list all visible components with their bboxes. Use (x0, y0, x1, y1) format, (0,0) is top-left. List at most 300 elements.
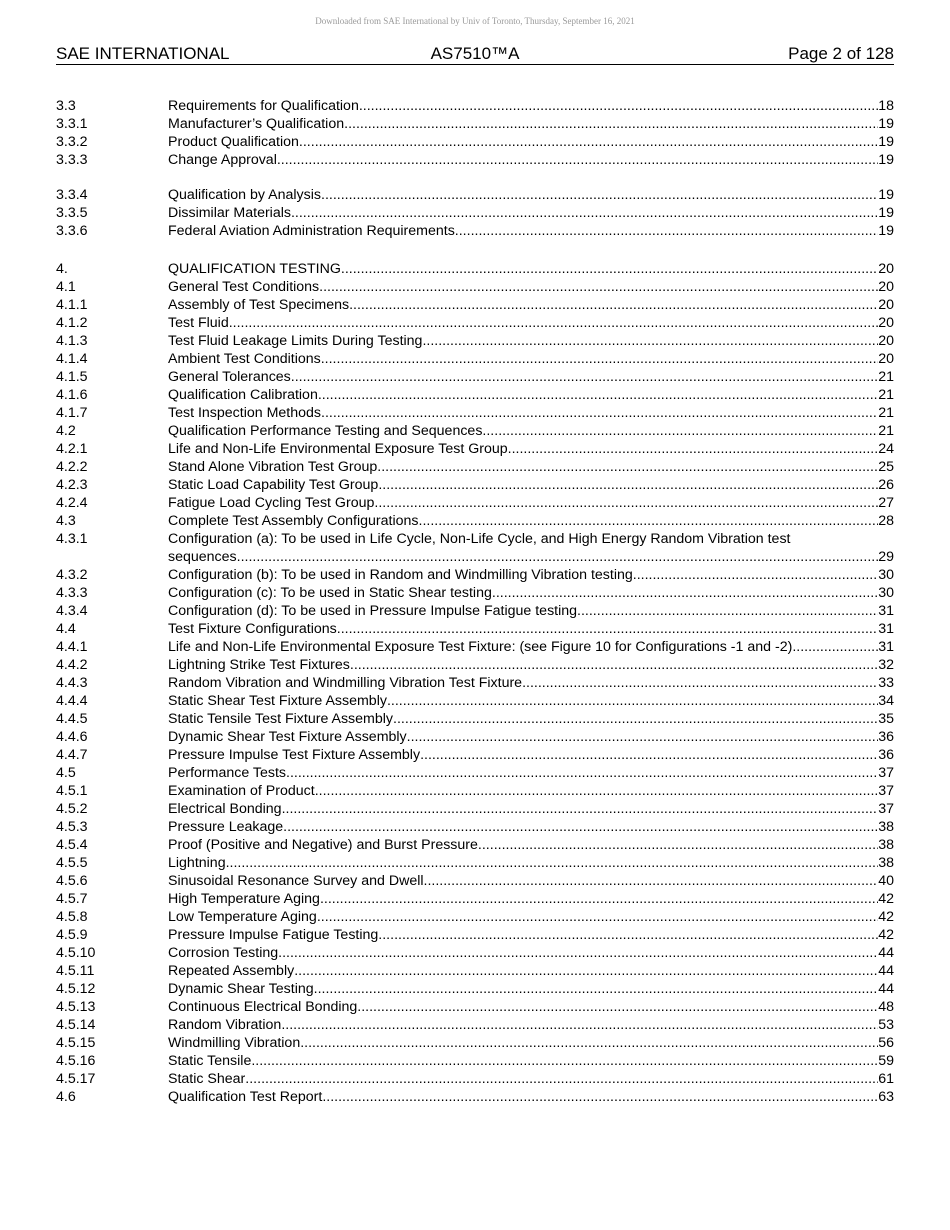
toc-entry[interactable] (56, 422, 894, 440)
toc-entry-title: Static Load Capability Test Group (168, 477, 379, 493)
toc-entry[interactable] (56, 332, 894, 350)
toc-entry[interactable] (56, 296, 894, 314)
toc-entry-number: 4.5.5 (56, 855, 88, 871)
toc-entry-number: 4.2 (56, 423, 76, 439)
toc-entry-title-line (168, 296, 894, 314)
toc-dot-leader (294, 962, 878, 980)
toc-dot-leader (321, 404, 878, 422)
table-of-contents (56, 97, 894, 1106)
toc-entry-title-line (168, 97, 894, 115)
toc-entry-title: Qualification Calibration (168, 387, 318, 403)
toc-entry-number: 4.4.1 (56, 639, 88, 655)
toc-entry[interactable] (56, 674, 894, 692)
toc-entry-number: 4.2.4 (56, 495, 88, 511)
toc-dot-leader (282, 800, 879, 818)
toc-entry-number: 3.3.3 (56, 152, 88, 168)
toc-dot-leader (245, 1070, 878, 1088)
toc-dot-leader (419, 512, 879, 530)
toc-entry[interactable] (56, 440, 894, 458)
toc-entry-page: 44 (878, 963, 894, 979)
toc-entry-number: 4.5.2 (56, 801, 88, 817)
toc-entry-number: 4.5.17 (56, 1071, 96, 1087)
toc-dot-leader (226, 854, 879, 872)
toc-entry-page: 24 (878, 441, 894, 457)
toc-entry-title: Dynamic Shear Testing (168, 981, 314, 997)
toc-entry-number: 4.4.5 (56, 711, 88, 727)
toc-entry-number: 4.5.14 (56, 1017, 96, 1033)
toc-entry-number: 4.1.7 (56, 405, 88, 421)
toc-entry[interactable] (56, 710, 894, 728)
toc-entry[interactable] (56, 186, 894, 204)
toc-entry-title-line (168, 638, 894, 656)
toc-entry-page: 18 (878, 98, 894, 114)
page-header (56, 44, 894, 65)
toc-dot-leader (291, 204, 878, 222)
toc-entry-page: 37 (878, 783, 894, 799)
toc-entry-number: 4.5.11 (56, 963, 95, 979)
toc-entry-title: Product Qualification (168, 134, 299, 150)
toc-entry-title: Static Tensile Test Fixture Assembly (168, 711, 393, 727)
toc-entry-number: 4.5.16 (56, 1053, 96, 1069)
toc-entry[interactable] (56, 872, 894, 890)
toc-dot-leader (291, 368, 878, 386)
toc-entry-title-line (168, 926, 894, 944)
toc-entry-title-line (168, 710, 894, 728)
toc-dot-leader (281, 1016, 878, 1034)
toc-entry-title-line (168, 998, 894, 1016)
toc-entry-title-line (168, 440, 894, 458)
toc-entry-title-line (168, 476, 894, 494)
header-organization: SAE INTERNATIONAL (56, 44, 230, 63)
toc-entry[interactable] (56, 980, 894, 998)
toc-entry-number: 4.5.9 (56, 927, 88, 943)
toc-entry-title-line (168, 278, 894, 296)
toc-entry-title-line (168, 186, 894, 204)
toc-dot-leader (792, 638, 878, 656)
toc-dot-leader (321, 186, 878, 204)
toc-entry-number: 3.3.2 (56, 134, 88, 150)
toc-entry-title-line (168, 350, 894, 368)
toc-entry-number: 4.1.4 (56, 351, 88, 367)
toc-entry-page: 56 (878, 1035, 894, 1051)
toc-entry[interactable] (56, 151, 894, 169)
toc-entry-page: 59 (878, 1053, 894, 1069)
toc-entry-page: 19 (878, 134, 894, 150)
toc-entry-number: 4.4.7 (56, 747, 88, 763)
toc-entry-title: Life and Non-Life Environmental Exposure Test Fixture: (see Figure 10 for Configurations -1 and -2) (168, 639, 793, 655)
toc-entry-title: Ambient Test Conditions (168, 351, 321, 367)
toc-entry-page: 44 (878, 945, 894, 961)
download-watermark: Downloaded from SAE International by Univ of Toronto, Thursday, September 16, 2021 (315, 16, 635, 26)
toc-dot-leader (277, 151, 878, 169)
toc-entry[interactable] (56, 278, 894, 296)
toc-entry[interactable] (56, 746, 894, 764)
toc-entry-title: Corrosion Testing (168, 945, 279, 961)
toc-dot-leader (321, 350, 878, 368)
toc-entry-title: Dissimilar Materials (168, 205, 291, 221)
toc-entry-title: Random Vibration (168, 1017, 282, 1033)
toc-entry[interactable] (56, 115, 894, 133)
toc-entry-page: 36 (878, 729, 894, 745)
toc-entry-page: 20 (878, 351, 894, 367)
toc-entry-page: 25 (878, 459, 894, 475)
toc-entry-title: Performance Tests (168, 765, 287, 781)
toc-entry-title-line (168, 1034, 894, 1052)
toc-entry-page: 20 (878, 279, 894, 295)
toc-entry-number: 4.5.3 (56, 819, 88, 835)
toc-entry[interactable] (56, 584, 894, 602)
toc-dot-leader (522, 674, 878, 692)
toc-entry-title: Requirements for Qualification (168, 98, 359, 114)
toc-entry-number: 4.5 (56, 765, 76, 781)
toc-entry[interactable] (56, 998, 894, 1016)
toc-entry-page: 21 (878, 405, 894, 421)
toc-entry-title: Pressure Leakage (168, 819, 284, 835)
toc-entry-title: Test Fluid (168, 315, 229, 331)
toc-entry[interactable] (56, 962, 894, 980)
toc-entry-title-line (168, 1016, 894, 1034)
toc-entry-title-line (168, 332, 894, 350)
toc-dot-leader (344, 115, 878, 133)
toc-entry-page: 29 (878, 549, 894, 565)
toc-entry-number: 4.5.13 (56, 999, 96, 1015)
toc-dot-leader (508, 440, 879, 458)
toc-entry-page: 63 (878, 1089, 894, 1105)
toc-dot-leader (341, 260, 878, 278)
toc-dot-leader (322, 1088, 878, 1106)
toc-entry-title-line (168, 133, 894, 151)
toc-entry-page: 31 (878, 603, 894, 619)
toc-entry-number: 4.3.3 (56, 585, 88, 601)
toc-dot-leader (317, 908, 878, 926)
toc-entry[interactable] (56, 908, 894, 926)
toc-entry-page: 31 (878, 621, 894, 637)
toc-dot-leader (286, 764, 878, 782)
toc-entry-number: 4.2.3 (56, 477, 88, 493)
toc-entry-title-line (168, 836, 894, 854)
toc-entry-title-line (168, 151, 894, 169)
toc-dot-leader (455, 222, 878, 240)
toc-entry-title: Test Fixture Configurations (168, 621, 337, 637)
toc-entry[interactable] (56, 944, 894, 962)
toc-entry-number: 4.5.4 (56, 837, 88, 853)
toc-entry-page: 19 (878, 187, 894, 203)
toc-entry-page: 19 (878, 116, 894, 132)
toc-entry-title-line (168, 204, 894, 222)
toc-entry[interactable] (56, 854, 894, 872)
toc-entry[interactable] (56, 1034, 894, 1052)
toc-entry[interactable] (56, 260, 894, 278)
toc-entry-title: Continuous Electrical Bonding (168, 999, 358, 1015)
toc-entry-title-line (168, 260, 894, 278)
toc-entry-title-line (168, 854, 894, 872)
toc-entry-number: 3.3.5 (56, 205, 88, 221)
toc-entry-title-line (168, 944, 894, 962)
toc-entry-number: 4.5.6 (56, 873, 88, 889)
toc-entry[interactable] (56, 1070, 894, 1088)
toc-entry-title-line (168, 458, 894, 476)
toc-dot-leader (314, 980, 879, 998)
toc-dot-leader (581, 602, 878, 620)
toc-entry-number: 4.1.2 (56, 315, 88, 331)
toc-entry-title: QUALIFICATION TESTING (168, 261, 341, 277)
toc-entry-title-line (168, 962, 894, 980)
toc-entry-number: 4.5.12 (56, 981, 96, 997)
toc-entry-title: Test Fluid Leakage Limits During Testing (168, 333, 423, 349)
toc-entry-title-line (168, 422, 894, 440)
toc-entry-title: Configuration (c): To be used in Static Shear testing. (168, 585, 496, 601)
toc-dot-leader (278, 944, 878, 962)
toc-entry-page: 36 (878, 747, 894, 763)
toc-entry[interactable] (56, 638, 894, 656)
toc-entry[interactable] (56, 204, 894, 222)
toc-entry-title: Federal Aviation Administration Requirements (168, 223, 455, 239)
toc-entry-number: 4.5.7 (56, 891, 88, 907)
toc-entry-number: 4.2.2 (56, 459, 88, 475)
toc-entry-title: Lightning Strike Test Fixtures (168, 657, 350, 673)
toc-entry-title: Qualification Test Report (168, 1089, 323, 1105)
toc-entry[interactable] (56, 800, 894, 818)
toc-entry[interactable] (56, 512, 894, 530)
toc-entry-number: 4.6 (56, 1089, 76, 1105)
toc-dot-leader (374, 494, 878, 512)
toc-entry[interactable] (56, 926, 894, 944)
toc-entry[interactable] (56, 620, 894, 638)
toc-entry-page: 33 (878, 675, 894, 691)
toc-entry-title-line (168, 908, 894, 926)
toc-entry-title: Examination of Product (168, 783, 315, 799)
toc-entry-title-line (168, 890, 894, 908)
toc-entry-page: 19 (878, 205, 894, 221)
toc-dot-leader (350, 656, 878, 674)
toc-entry-title: Lightning (168, 855, 226, 871)
toc-entry[interactable] (56, 494, 894, 512)
toc-entry-title: Dynamic Shear Test Fixture Assembly (168, 729, 407, 745)
toc-entry-page: 42 (878, 891, 894, 907)
toc-entry-page: 44 (878, 981, 894, 997)
toc-dot-leader (349, 296, 878, 314)
toc-entry-page: 37 (878, 765, 894, 781)
toc-dot-leader (319, 278, 878, 296)
toc-dot-leader (377, 458, 878, 476)
toc-dot-leader (482, 422, 878, 440)
toc-entry-number: 4.1 (56, 279, 76, 295)
toc-entry-title-line (168, 512, 894, 530)
toc-entry-title: Qualification by Analysis (168, 187, 321, 203)
toc-entry-title: Static Shear (168, 1071, 246, 1087)
toc-entry-page: 32 (878, 657, 894, 673)
toc-entry[interactable] (56, 97, 894, 115)
toc-entry[interactable] (56, 458, 894, 476)
toc-entry-page: 35 (878, 711, 894, 727)
toc-entry[interactable] (56, 656, 894, 674)
toc-entry[interactable] (56, 566, 894, 584)
toc-entry[interactable] (56, 602, 894, 620)
toc-dot-leader (424, 872, 879, 890)
toc-entry-title: Random Vibration and Windmilling Vibration Test Fixture (168, 675, 523, 691)
toc-dot-leader (378, 926, 878, 944)
toc-entry-title: Qualification Performance Testing and Sequences (168, 423, 483, 439)
toc-entry[interactable] (56, 728, 894, 746)
toc-entry-page: 20 (878, 261, 894, 277)
toc-entry-page: 34 (878, 693, 894, 709)
toc-dot-leader (387, 692, 878, 710)
toc-dot-leader (422, 332, 878, 350)
toc-entry-title: Repeated Assembly (168, 963, 295, 979)
toc-entry-title: High Temperature Aging (168, 891, 320, 907)
toc-entry-title: Pressure Impulse Fatigue Testing (168, 927, 379, 943)
toc-entry[interactable] (56, 133, 894, 151)
toc-entry-number: 4.5.1 (56, 783, 88, 799)
toc-entry-title: Manufacturer’s Qualification (168, 116, 345, 132)
toc-entry-page: 28 (878, 513, 894, 529)
toc-entry-title: Proof (Positive and Negative) and Burst Pressure (168, 837, 478, 853)
toc-dot-leader (637, 566, 879, 584)
toc-entry-page: 19 (878, 223, 894, 239)
toc-entry-number: 4.3.2 (56, 567, 88, 583)
toc-entry-title: Fatigue Load Cycling Test Group (168, 495, 375, 511)
toc-entry-page: 20 (878, 333, 894, 349)
toc-dot-leader (357, 998, 878, 1016)
toc-entry-page: 61 (878, 1071, 894, 1087)
toc-entry[interactable] (56, 1016, 894, 1034)
toc-entry-page: 42 (878, 909, 894, 925)
toc-entry-title-line (168, 692, 894, 710)
toc-dot-leader (315, 782, 879, 800)
toc-entry-page: 20 (878, 315, 894, 331)
toc-entry-number: 4.1.5 (56, 369, 88, 385)
toc-entry-title: Static Tensile (168, 1053, 252, 1069)
toc-entry-title: Configuration (a): To be used in Life Cycle, Non-Life Cycle, and High Energy Random Vibration test (168, 531, 791, 547)
toc-entry-number: 4.1.6 (56, 387, 88, 403)
toc-entry[interactable] (56, 890, 894, 908)
toc-entry-page: 26 (878, 477, 894, 493)
toc-entry[interactable] (56, 404, 894, 422)
toc-entry-title-line (168, 782, 894, 800)
header-page-number: Page 2 of 128 (788, 44, 894, 63)
toc-entry-number: 3.3.4 (56, 187, 88, 203)
toc-entry-title: Life and Non-Life Environmental Exposure Test Group (168, 441, 508, 457)
toc-entry-page: 38 (878, 819, 894, 835)
toc-entry[interactable] (56, 764, 894, 782)
toc-entry-number: 4.4.4 (56, 693, 88, 709)
toc-entry[interactable] (56, 1088, 894, 1106)
toc-entry-title-line (168, 1052, 894, 1070)
toc-entry-title-line (168, 872, 894, 890)
toc-entry-title-line (168, 800, 894, 818)
toc-entry-page: 21 (878, 369, 894, 385)
toc-entry-title-line (168, 314, 894, 332)
toc-entry-title: General Test Conditions (168, 279, 320, 295)
toc-entry-page: 53 (878, 1017, 894, 1033)
header-document-number: AS7510™A (430, 44, 520, 63)
toc-entry[interactable] (56, 818, 894, 836)
toc-entry-title: Assembly of Test Specimens (168, 297, 350, 313)
toc-entry-page: 19 (878, 152, 894, 168)
toc-entry[interactable] (56, 692, 894, 710)
toc-dot-leader (359, 97, 878, 115)
toc-entry[interactable] (56, 386, 894, 404)
toc-entry-title: Configuration (d): To be used in Pressure Impulse Fatigue testing. (168, 603, 581, 619)
toc-entry-number: 3.3 (56, 98, 76, 114)
toc-entry[interactable] (56, 368, 894, 386)
toc-entry-title-line (168, 620, 894, 638)
toc-entry-number: 4.1.1 (56, 297, 88, 313)
toc-dot-leader (420, 746, 878, 764)
toc-entry-title-line (168, 530, 894, 566)
toc-entry-title: Test Inspection Methods (168, 405, 321, 421)
toc-entry-number: 4.5.8 (56, 909, 88, 925)
toc-dot-leader (229, 314, 879, 332)
toc-entry-page: 48 (878, 999, 894, 1015)
toc-entry-number: 4.1.3 (56, 333, 88, 349)
toc-entry-title-line (168, 494, 894, 512)
toc-entry-title: Low Temperature Aging (168, 909, 317, 925)
toc-entry-title: Electrical Bonding (168, 801, 282, 817)
toc-entry-title: Stand Alone Vibration Test Group (168, 459, 378, 475)
toc-entry-number: 4.3 (56, 513, 76, 529)
toc-entry-page: 42 (878, 927, 894, 943)
toc-entry-title-line (168, 746, 894, 764)
toc-entry-page: 38 (878, 855, 894, 871)
toc-entry-title-line (168, 656, 894, 674)
toc-entry-title: Pressure Impulse Test Fixture Assembly (168, 747, 421, 763)
toc-entry-number: 4.4 (56, 621, 76, 637)
toc-dot-leader (320, 890, 878, 908)
toc-dot-leader (318, 386, 878, 404)
toc-entry[interactable] (56, 836, 894, 854)
toc-entry-number: 4.2.1 (56, 441, 88, 457)
toc-entry-number: 4. (56, 261, 68, 277)
toc-entry-page: 20 (878, 297, 894, 313)
toc-entry-title-line (168, 1070, 894, 1088)
toc-entry-page: 30 (878, 585, 894, 601)
toc-entry-page: 40 (878, 873, 894, 889)
toc-entry-number: 3.3.1 (56, 116, 88, 132)
toc-dot-leader (283, 818, 878, 836)
toc-entry-title-line (168, 368, 894, 386)
toc-entry[interactable] (56, 530, 894, 566)
toc-entry-page: 30 (878, 567, 894, 583)
toc-entry-title: Configuration (b): To be used in Random and Windmilling Vibration testing. (168, 567, 637, 583)
toc-dot-leader (407, 728, 879, 746)
toc-dot-leader (496, 584, 878, 602)
toc-entry[interactable] (56, 1052, 894, 1070)
toc-entry-title-line (168, 404, 894, 422)
toc-entry-number: 4.4.6 (56, 729, 88, 745)
toc-entry[interactable] (56, 350, 894, 368)
toc-entry-title-line (168, 764, 894, 782)
toc-entry-title: Complete Test Assembly Configurations (168, 513, 419, 529)
toc-entry-title-line (168, 728, 894, 746)
toc-entry-title-line (168, 386, 894, 404)
toc-entry[interactable] (56, 476, 894, 494)
toc-entry-page: 31 (878, 639, 894, 655)
toc-entry-title-line (168, 1088, 894, 1106)
toc-entry-title: Sinusoidal Resonance Survey and Dwell (168, 873, 424, 889)
toc-entry-title-line (168, 674, 894, 692)
toc-entry[interactable] (56, 782, 894, 800)
toc-entry-number: 3.3.6 (56, 223, 88, 239)
toc-entry[interactable] (56, 314, 894, 332)
toc-dot-leader (241, 548, 879, 566)
toc-entry-title: General Tolerances (168, 369, 291, 385)
toc-entry-title-continuation (168, 548, 894, 566)
toc-entry[interactable] (56, 222, 894, 240)
toc-entry-title-line (168, 115, 894, 133)
toc-entry-number: 4.3.4 (56, 603, 88, 619)
toc-entry-title-line (168, 566, 894, 584)
